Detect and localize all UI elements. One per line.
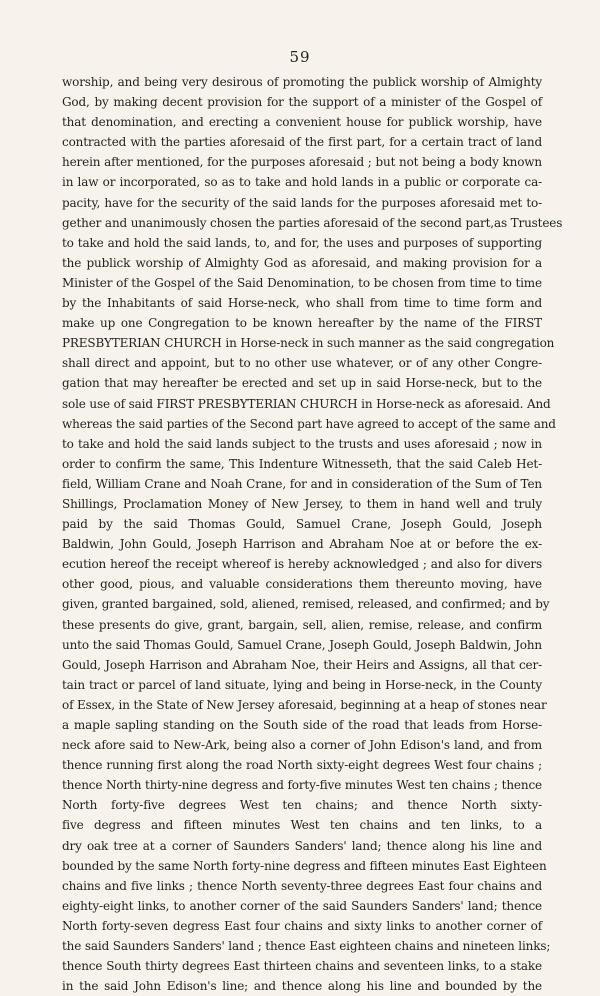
text-line: Shillings, Proclamation Money of New Jersey, to them in hand well and truly [62,496,542,511]
text-line: five degress and fifteen minutes West ten chains and ten links, to a [62,818,542,833]
text-line: the said Saunders Sanders' land ; thence East eighteen chains and nineteen links; [62,939,551,954]
text-line: gation that may hereafter be erected and set up in said Horse-neck, but to the [62,376,542,391]
text-line: worship, and being very desirous of promoting the publick worship of Almighty [62,75,542,89]
text-line: bounded by the same North forty-nine degress and fifteen minutes East Eighteen [62,858,547,873]
text-line: to take and hold the said lands, to, and for, the uses and purposes of supporting [62,235,542,250]
text-line: unto the said Thomas Gould, Samuel Crane, Joseph Gould, Joseph Baldwin, John [62,637,542,652]
text-line: thence running first along the road North sixty-eight degrees West four chains ; [62,758,542,773]
text-line: of Essex, in the State of New Jersey aforesaid, beginning at a heap of stones near [62,697,547,712]
text-line: contracted with the parties aforesaid of the first part, for a certain tract of land [62,135,542,150]
text-line: field, William Crane and Noah Crane, for and in consideration of the Sum of Ten [62,476,542,491]
text-line: PRESBYTERIAN CHURCH in Horse-neck in such manner as the said congregation [62,336,555,351]
text-line: paid by the said Thomas Gould, Samuel Crane, Joseph Gould, Joseph [62,517,542,532]
text-line: thence South thirty degrees East thirteen chains and seventeen links, to a stake [62,959,542,974]
text-line: North forty-five degrees West ten chains; and thence North sixty- [62,798,542,813]
text-line: order to confirm the same, This Indenture Witnesseth, that the said Caleb Het- [62,456,542,471]
text-line: pacity, have for the security of the said lands for the purposes aforesaid met to- [62,195,542,210]
text-line: tain tract or parcel of land situate, lying and being in Horse-neck, in the County [62,677,542,692]
text-line: by the Inhabitants of said Horse-neck, who shall from time to time form and [62,296,542,311]
text-line: to take and hold the said lands subject to the trusts and uses aforesaid ; now in [62,436,542,451]
text-line: that denomination, and erecting a convenient house for publick worship, have [62,115,542,130]
text-line: Baldwin, John Gould, Joseph Harrison and Abraham Noe at or before the ex- [62,537,542,552]
text-line: eighty-eight links, to another corner of the said Saunders Sanders' land; thence [62,898,542,913]
text-line: thence North thirty-nine degress and forty-five minutes West ten chains ; thence [62,778,542,793]
text-line: these presents do give, grant, bargain, sell, alien, remise, release, and confirm [62,617,542,632]
body-text [62,72,563,996]
text-line: God, by making decent provision for the support of a minister of the Gospel of [62,95,542,110]
text-line: dry oak tree at a corner of Saunders Sanders' land; thence along his line and [62,838,542,853]
text-line: in the said John Edison's line; and thence along his line and bounded by the [62,979,542,994]
text-line: in law or incorporated, so as to take and hold lands in a public or corporate ca- [62,175,542,190]
text-line: other good, pious, and valuable considerations them thereunto moving, have [62,577,542,592]
text-line: ecution hereof the receipt whereof is hereby acknowledged ; and also for divers [62,557,542,572]
text-line: a maple sapling standing on the South side of the road that leads from Horse- [62,718,542,732]
text-line: make up one Congregation to be known hereafter by the name of the FIRST [62,316,542,331]
text-line: gether and unanimously chosen the parties aforesaid of the second part,as Trustees [62,215,563,230]
text-line: given, granted bargained, sold, aliened, remised, released, and confirmed; and by [62,597,550,612]
text-line: shall direct and appoint, but to no other use whatever, or of any other Congre- [62,356,542,371]
text-line: sole use of said FIRST PRESBYTERIAN CHURCH in Horse-neck as aforesaid. And [62,396,551,411]
text-line: North forty-seven degress East four chains and sixty links to another corner of [62,918,542,933]
text-line: neck afore said to New-Ark, being also a corner of John Edison's land, and from [62,738,542,753]
text-line: Gould, Joseph Harrison and Abraham Noe, their Heirs and Assigns, all that cer- [62,657,542,672]
text-line: herein after mentioned, for the purposes aforesaid ; but not being a body known [62,155,542,170]
text-line: whereas the said parties of the Second part have agreed to accept of the same and [62,416,556,431]
text-line: Minister of the Gospel of the Said Denomination, to be chosen from time to time [62,275,542,290]
text-line: the publick worship of Almighty God as aforesaid, and making provision for a [62,255,542,270]
page-number: 59 [289,48,311,66]
text-line: chains and five links ; thence North seventy-three degrees East four chains and [62,878,542,893]
